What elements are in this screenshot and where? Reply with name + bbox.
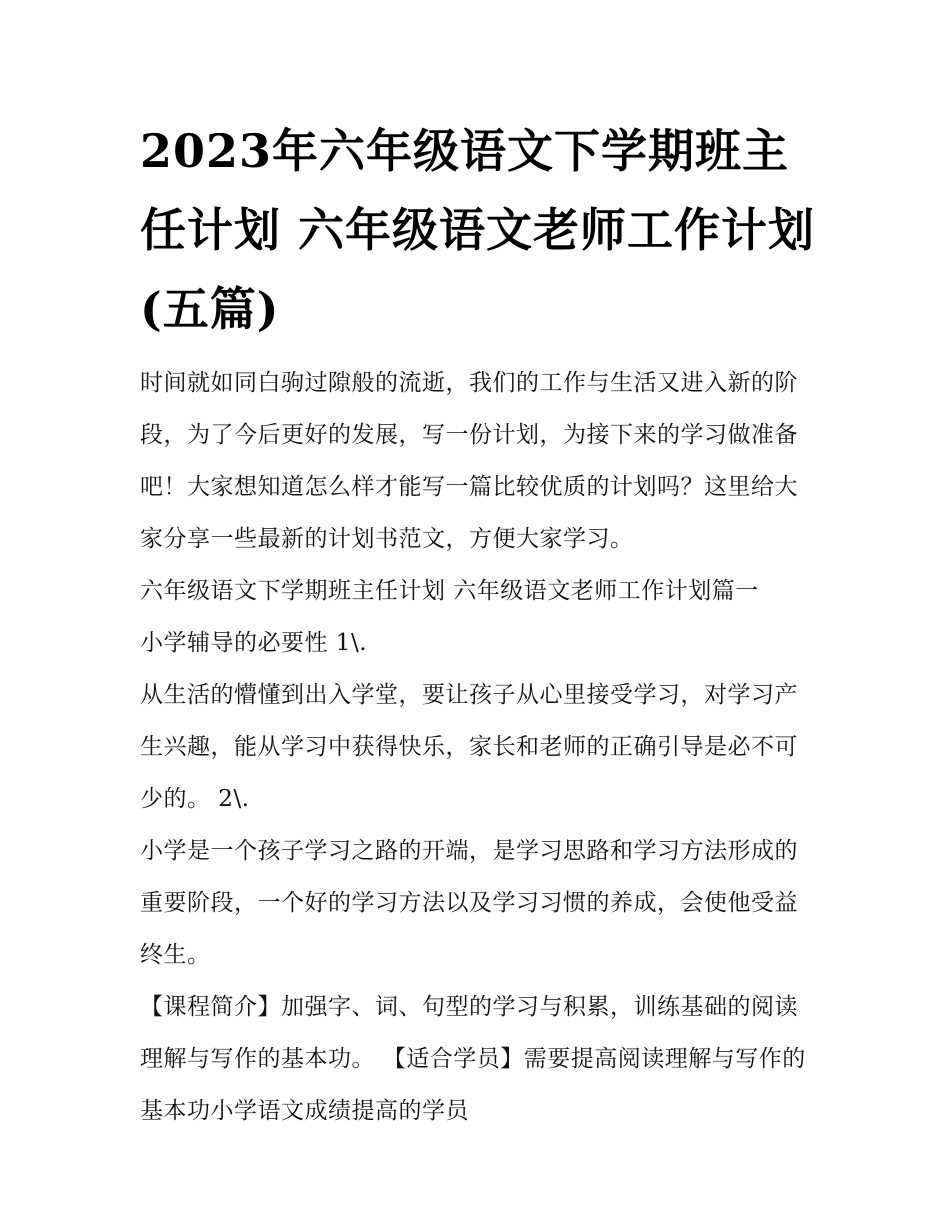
document-page [140, 112, 820, 1137]
intro-paragraph: 时间就如同白驹过隙般的流逝，我们的工作与生活又进入新的阶段，为了今后更好的发展，写一份计划，为接下来的学习做准备吧！大家想知道怎么样才能写一篇比较优质的计划吗？这里给大家分享一些最新的计划书范文，方便大家学习。 [140, 370, 798, 552]
paragraph-course-intro: 【课程简介】加强字、词、句型的学习与积累，训练基础的阅读理解与写作的基本功。 【适合学员】需要提高阅读理解与写作的基本功小学语文成绩提高的学员 [140, 994, 806, 1124]
paragraph-tutoring-necessity: 小学辅导的必要性 1\. [140, 630, 368, 656]
paragraph-primary-school: 小学是一个孩子学习之路的开端，是学习思路和学习方法形成的重要阶段，一个好的学习方法以及学习习惯的养成，会使他受益终生。 [140, 838, 798, 968]
document-title: 2023年六年级语文下学期班主任计划 六年级语文老师工作计划(五篇) [140, 124, 816, 336]
document-body [140, 357, 820, 1137]
section-heading: 六年级语文下学期班主任计划 六年级语文老师工作计划篇一 [140, 578, 759, 604]
paragraph-guidance: 从生活的懵懂到出入学堂，要让孩子从心里接受学习，对学习产生兴趣，能从学习中获得快乐，家长和老师的正确引导是必不可少的。 2\. [140, 682, 798, 812]
